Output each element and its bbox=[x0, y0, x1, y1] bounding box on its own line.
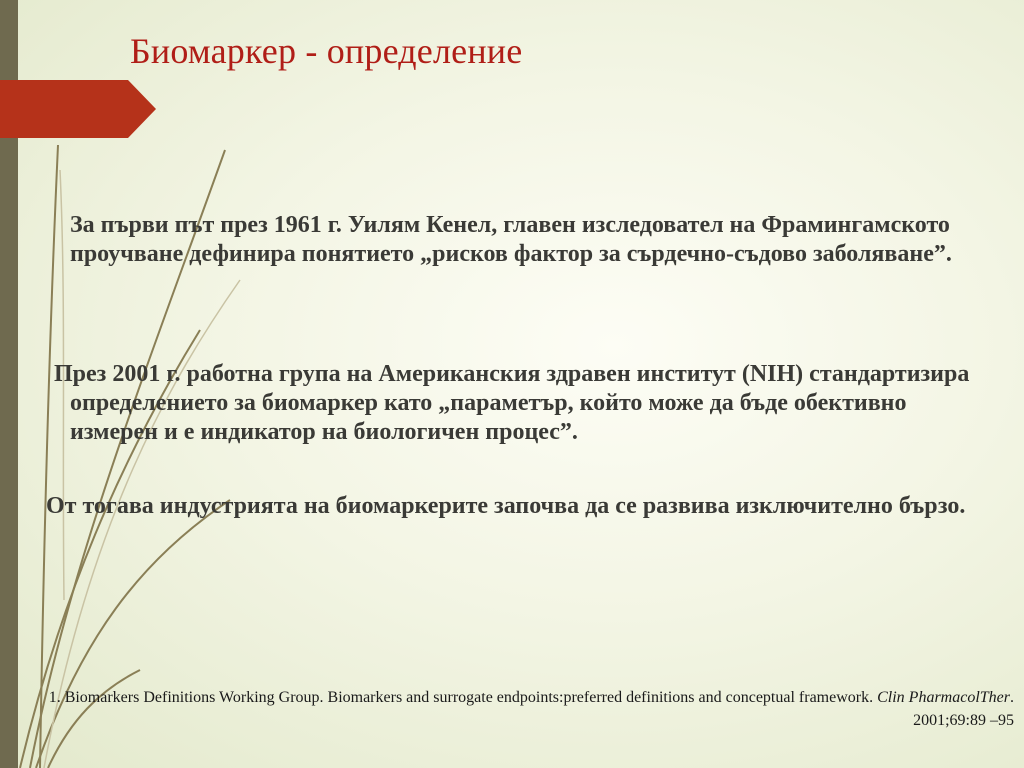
reference-details: . 2001;69:89 –95 bbox=[913, 689, 1014, 729]
paragraph-industry: От тогава индустрията на биомаркерите започва да се развива изключително бързо. bbox=[46, 493, 966, 519]
reference-footnote bbox=[9, 686, 1014, 732]
title-ribbon bbox=[0, 80, 156, 138]
slide-title: Биомаркер - определение bbox=[130, 31, 523, 71]
paragraph-1961: За първи път през 1961 г. Уилям Кенел, главен изследовател на Фрамингамското проучване дефинира понятието „рисков фактор за сърдечно-съдово заболяване”. bbox=[70, 212, 952, 267]
reference-text: 1. Biomarkers Definitions Working Group. Biomarkers and surrogate endpoints:preferred definitions and conceptual framework. bbox=[48, 689, 874, 706]
reference-journal: Clin PharmacolTher bbox=[877, 689, 1010, 706]
paragraph-2001: През 2001 г. работна група на Американския здравен институт (NIH) стандартизира определението за биомаркер като „параметър, който може да бъде обективно измерен и е индикатор на биологичен процес”. bbox=[54, 361, 970, 445]
